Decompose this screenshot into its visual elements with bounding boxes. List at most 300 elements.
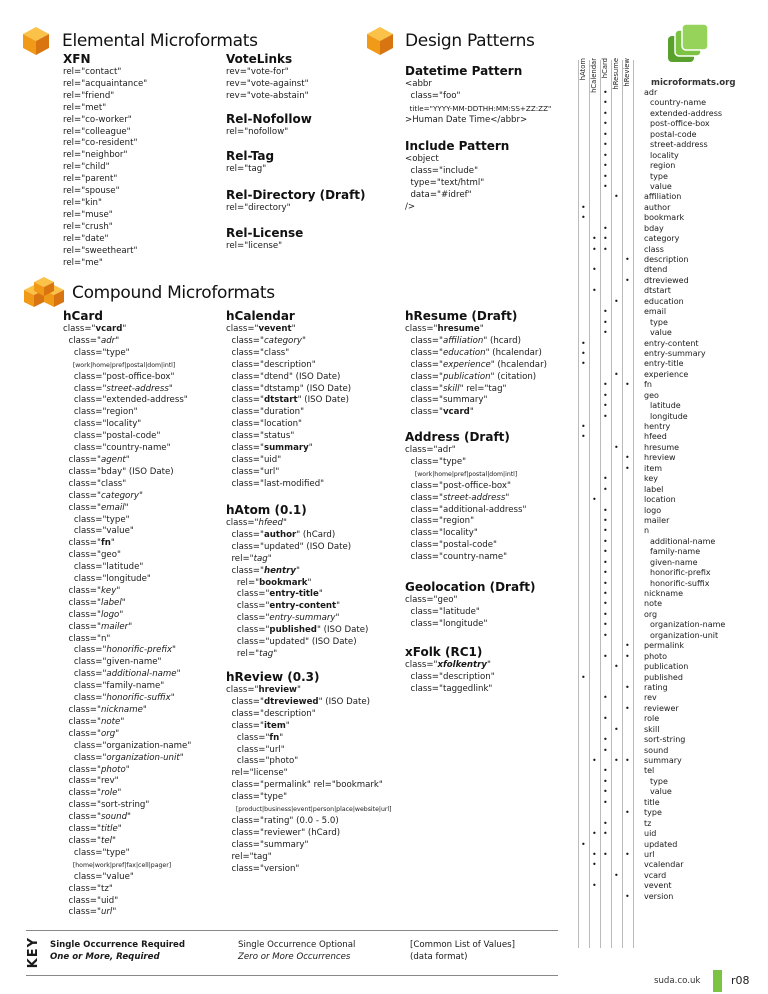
key-col-optional bbox=[238, 940, 355, 963]
property-name: dtend bbox=[644, 265, 668, 275]
hcard-text: class=" bbox=[63, 716, 101, 727]
key-legend bbox=[26, 930, 558, 976]
reference-row bbox=[578, 829, 768, 839]
property-name: education bbox=[644, 296, 684, 306]
hcard-text: class="latitude" bbox=[63, 562, 144, 573]
hreview-text: " bbox=[279, 732, 284, 743]
hatom-line bbox=[226, 554, 368, 566]
hreview-line bbox=[226, 792, 392, 804]
hcard-text: " bbox=[179, 752, 184, 763]
key-zero-or-more: Zero or More Occurrences bbox=[238, 951, 351, 962]
property-name: note bbox=[644, 599, 663, 609]
reference-row bbox=[578, 704, 768, 714]
geolocation-line bbox=[405, 607, 536, 619]
column-header: hAtom bbox=[579, 58, 587, 81]
hreview-text: [product|business|event|person|place|website|url] bbox=[226, 806, 392, 814]
address-line bbox=[405, 445, 526, 457]
hcard-line bbox=[63, 776, 191, 788]
hcard-text: class="class" bbox=[63, 478, 127, 489]
xfn-line: rel="neighbor" bbox=[63, 150, 128, 161]
hatom-text: " bbox=[283, 518, 287, 528]
property-name: post-office-box bbox=[650, 119, 710, 129]
bullet-icon: • bbox=[603, 651, 608, 661]
hreview-text: dtreviewed bbox=[263, 696, 319, 707]
bullet-icon: • bbox=[603, 307, 608, 317]
xfn-line: rel="date" bbox=[63, 233, 109, 244]
hresume-text: class=" bbox=[405, 335, 443, 346]
column-header: hCard bbox=[601, 58, 609, 79]
bullet-icon: • bbox=[603, 317, 608, 327]
hcard-text: class=" bbox=[63, 705, 101, 715]
hresume-text: publication bbox=[442, 371, 491, 382]
address-line bbox=[405, 528, 526, 540]
bullet-icon: • bbox=[603, 766, 608, 776]
reference-row bbox=[578, 286, 768, 296]
reference-row bbox=[578, 787, 768, 797]
footer-site[interactable]: suda.co.uk bbox=[654, 976, 701, 986]
hcard-text: class=" bbox=[63, 907, 101, 918]
bullet-icon: • bbox=[592, 829, 597, 839]
rellicense-line: rel="license" bbox=[226, 241, 283, 251]
hcard-line bbox=[63, 491, 191, 503]
property-name: email bbox=[644, 307, 667, 317]
property-name: experience bbox=[644, 369, 689, 379]
bullet-icon: • bbox=[603, 818, 608, 828]
hcalendar-text: " bbox=[291, 324, 296, 334]
hcard-line bbox=[63, 372, 191, 384]
address-text: class="region" bbox=[405, 516, 475, 527]
bullet-icon: • bbox=[625, 275, 630, 285]
reference-row bbox=[578, 808, 768, 818]
hatom-text: " (hCard) bbox=[296, 529, 336, 540]
hcard-text: class="type" bbox=[63, 514, 130, 525]
reference-row bbox=[578, 673, 768, 683]
hresume-text: hresume bbox=[437, 324, 480, 334]
hcalendar-line bbox=[226, 384, 351, 396]
hcard-text: class=" bbox=[63, 502, 101, 513]
address-text: street-address bbox=[442, 492, 506, 503]
reference-row bbox=[578, 485, 768, 495]
hcard-text: class="uid" bbox=[63, 895, 119, 906]
reference-row bbox=[578, 860, 768, 870]
bullet-icon: • bbox=[603, 223, 608, 233]
hcard-line bbox=[63, 336, 191, 348]
bullet-icon: • bbox=[603, 98, 608, 108]
hcard-line bbox=[63, 562, 191, 574]
xfolk-block bbox=[405, 645, 495, 696]
address-text: class="additional-address" bbox=[405, 504, 527, 515]
property-name: affiliation bbox=[644, 192, 682, 202]
xfn-line: rel="acquaintance" bbox=[63, 78, 148, 89]
bullet-icon: • bbox=[603, 474, 608, 484]
hcard-text: " bbox=[117, 788, 122, 799]
column-header: hCalendar bbox=[590, 58, 598, 93]
hcard-text: class=" bbox=[63, 538, 101, 549]
reference-row bbox=[578, 182, 768, 192]
bullet-icon: • bbox=[625, 703, 630, 713]
hcard-line bbox=[63, 526, 191, 538]
xfn-line: rel="co-worker" bbox=[63, 114, 132, 125]
hcard-text: class=" bbox=[63, 621, 101, 632]
reference-row bbox=[578, 88, 768, 98]
reference-rows bbox=[578, 88, 768, 902]
bullet-icon: • bbox=[603, 797, 608, 807]
hcard-text: " bbox=[127, 812, 131, 823]
hcard-line bbox=[63, 657, 191, 669]
hresume-text: affiliation bbox=[442, 335, 484, 346]
hcalendar-text: class="duration" bbox=[226, 407, 305, 418]
hcalendar-text: class="last-modified" bbox=[226, 478, 325, 489]
hcalendar-text: class="status" bbox=[226, 431, 295, 442]
bullet-icon: • bbox=[603, 401, 608, 411]
bullet-icon: • bbox=[581, 432, 586, 442]
bullet-icon: • bbox=[603, 328, 608, 338]
bullet-icon: • bbox=[603, 119, 608, 129]
property-name: rating bbox=[644, 682, 668, 692]
hcard-line bbox=[63, 610, 191, 622]
hcard-text: class="country-name" bbox=[63, 443, 171, 454]
hatom-heading: hAtom (0.1) bbox=[226, 503, 307, 517]
include-line: <object bbox=[405, 154, 439, 164]
property-name: rev bbox=[644, 693, 657, 703]
hresume-text: class=" bbox=[405, 383, 443, 394]
reference-row bbox=[578, 464, 768, 474]
hcalendar-text: class="description" bbox=[226, 359, 316, 370]
property-name: type bbox=[650, 317, 668, 327]
geolocation-heading: Geolocation (Draft) bbox=[405, 580, 536, 594]
bullet-icon: • bbox=[603, 589, 608, 598]
bullet-icon: • bbox=[614, 870, 619, 880]
property-name: organization-name bbox=[650, 620, 726, 630]
bullet-icon: • bbox=[603, 787, 608, 797]
hcard-text: sound bbox=[100, 812, 128, 823]
hcard-line bbox=[63, 884, 191, 896]
property-name: updated bbox=[644, 839, 678, 849]
hcard-text: class="n" bbox=[63, 633, 111, 644]
reference-row bbox=[578, 224, 768, 234]
hresume-line bbox=[405, 372, 547, 384]
bullet-icon: • bbox=[625, 682, 630, 692]
hcard-text: class=" bbox=[63, 835, 101, 846]
bullet-icon: • bbox=[603, 745, 608, 755]
hreview-line bbox=[226, 745, 392, 757]
geolocation-text: class="longitude" bbox=[405, 618, 488, 629]
hatom-line bbox=[226, 589, 368, 601]
reference-row bbox=[578, 265, 768, 275]
hresume-line bbox=[405, 395, 547, 407]
reference-row bbox=[578, 203, 768, 213]
bullet-icon: • bbox=[603, 620, 608, 630]
reference-row bbox=[578, 276, 768, 286]
hreview-line bbox=[226, 768, 392, 780]
reference-row bbox=[578, 547, 768, 557]
hreview-heading: hReview (0.3) bbox=[226, 670, 320, 684]
property-name: extended-address bbox=[650, 108, 723, 118]
address-line bbox=[405, 457, 526, 469]
hcard-line bbox=[63, 824, 191, 836]
reference-row bbox=[578, 245, 768, 255]
bullet-icon: • bbox=[603, 171, 608, 181]
cubes-icon-compound bbox=[22, 276, 66, 310]
hreview-text: class="summary" bbox=[226, 839, 309, 850]
relnofollow-line: rel="nofollow" bbox=[226, 127, 289, 137]
bullet-icon: • bbox=[603, 161, 608, 171]
bullet-icon: • bbox=[581, 422, 586, 431]
address-line bbox=[405, 552, 526, 564]
hresume-heading: hResume (Draft) bbox=[405, 309, 518, 323]
bullet-icon: • bbox=[592, 860, 597, 870]
reference-row bbox=[578, 631, 768, 641]
hcard-line bbox=[63, 907, 191, 919]
property-name: publication bbox=[644, 662, 689, 672]
hcard-line bbox=[63, 812, 191, 824]
property-name: title bbox=[644, 797, 660, 807]
hcard-line bbox=[63, 360, 191, 372]
hcalendar-text: " (ISO Date) bbox=[297, 395, 350, 406]
bullet-icon: • bbox=[614, 296, 619, 306]
bullet-icon: • bbox=[592, 234, 597, 244]
bullet-icon: • bbox=[603, 234, 608, 244]
hcalendar-line bbox=[226, 407, 351, 419]
hreview-block bbox=[226, 670, 392, 876]
xfolk-text: class="description" bbox=[405, 671, 495, 682]
property-name: postal-code bbox=[650, 129, 697, 139]
reldirectory-heading: Rel-Directory (Draft) bbox=[226, 188, 366, 202]
xfn-line: rel="parent" bbox=[63, 174, 118, 185]
reference-row bbox=[578, 840, 768, 850]
key-single-required: Single Occurrence Required bbox=[50, 940, 185, 950]
hcalendar-text: class="dtstamp" (ISO Date) bbox=[226, 383, 352, 394]
reference-row bbox=[578, 140, 768, 150]
hatom-text: author bbox=[263, 529, 297, 540]
hreview-text: class="url" bbox=[226, 744, 285, 755]
hreview-line bbox=[226, 733, 392, 745]
rellicense-block bbox=[226, 226, 303, 253]
reference-row bbox=[578, 380, 768, 390]
property-name: mailer bbox=[644, 515, 670, 525]
hcard-text: " bbox=[168, 383, 173, 394]
hcard-line bbox=[63, 669, 191, 681]
address-line bbox=[405, 505, 526, 517]
property-name: country-name bbox=[650, 98, 707, 108]
key-one-or-more: One or More, Required bbox=[50, 951, 160, 962]
hcard-text: " bbox=[119, 609, 124, 620]
property-name: vevent bbox=[644, 881, 672, 891]
property-name: role bbox=[644, 714, 660, 724]
bullet-icon: • bbox=[603, 829, 608, 839]
property-name: type bbox=[650, 171, 668, 181]
bullet-icon: • bbox=[581, 338, 586, 348]
property-name: location bbox=[644, 495, 676, 505]
hresume-text: " (citation) bbox=[490, 371, 537, 382]
key-single-optional: Single Occurrence Optional bbox=[238, 940, 356, 950]
bullet-icon: • bbox=[603, 181, 608, 191]
hcard-text: email bbox=[100, 502, 125, 513]
bullet-icon: • bbox=[603, 108, 608, 118]
bullet-icon: • bbox=[603, 150, 608, 160]
hreview-text: class="rating" (0.0 - 5.0) bbox=[226, 815, 339, 826]
hcard-line bbox=[63, 586, 191, 598]
hcard-text: title bbox=[100, 824, 118, 835]
hcard-text: key bbox=[100, 585, 117, 596]
design-patterns-title: Design Patterns bbox=[405, 31, 535, 51]
hreview-line bbox=[226, 709, 392, 721]
bullet-icon: • bbox=[592, 849, 597, 859]
hreview-line bbox=[226, 697, 392, 709]
hcard-text: organization-unit bbox=[106, 752, 180, 763]
relnofollow-heading: Rel-Nofollow bbox=[226, 112, 312, 126]
bullet-icon: • bbox=[625, 255, 630, 264]
hresume-text: vcard bbox=[442, 407, 470, 418]
hatom-text: published bbox=[269, 625, 317, 636]
hatom-line bbox=[226, 601, 368, 613]
hcard-text: " bbox=[112, 835, 116, 846]
reference-row bbox=[578, 662, 768, 672]
property-name: sound bbox=[644, 745, 669, 755]
property-name: given-name bbox=[650, 557, 698, 567]
reference-row bbox=[578, 370, 768, 380]
hatom-text: entry-title bbox=[269, 589, 319, 600]
hresume-text: class=" bbox=[405, 359, 443, 370]
hcard-text: class="family-name" bbox=[63, 681, 165, 692]
hcalendar-text: " bbox=[308, 443, 313, 454]
reltag-line: rel="tag" bbox=[226, 164, 267, 174]
hcalendar-text: class="location" bbox=[226, 419, 303, 430]
address-line bbox=[405, 469, 526, 481]
hreview-text: class="permalink" rel="bookmark" bbox=[226, 780, 383, 791]
hreview-line bbox=[226, 852, 392, 864]
xfn-line: rel="colleague" bbox=[63, 126, 131, 137]
reference-row bbox=[578, 714, 768, 724]
hatom-line bbox=[226, 578, 368, 590]
address-text: " bbox=[505, 492, 510, 503]
reference-row bbox=[578, 599, 768, 609]
hcard-line bbox=[63, 896, 191, 908]
hcard-line bbox=[63, 788, 191, 800]
reference-row bbox=[578, 506, 768, 516]
hcard-text: class="sort-string" bbox=[63, 800, 150, 811]
hcard-text: class="locality" bbox=[63, 419, 142, 430]
hcard-text: " bbox=[112, 907, 117, 918]
hcalendar-line bbox=[226, 348, 351, 360]
reference-row bbox=[578, 558, 768, 568]
geolocation-line bbox=[405, 595, 536, 607]
hcard-text: [home|work|pref|fax|cell|pager] bbox=[63, 861, 172, 869]
hcard-text: class="rev" bbox=[63, 776, 119, 787]
xfolk-line bbox=[405, 684, 495, 696]
bullet-icon: • bbox=[603, 578, 608, 588]
hcard-text: class="post-office-box" bbox=[63, 371, 175, 382]
xfn-line: rel="met" bbox=[63, 102, 107, 113]
hcalendar-text: class=" bbox=[226, 335, 264, 346]
reference-row bbox=[578, 359, 768, 369]
reference-row bbox=[578, 234, 768, 244]
property-name: description bbox=[644, 255, 689, 264]
key-label: KEY bbox=[26, 937, 41, 969]
hcard-line bbox=[63, 395, 191, 407]
hcalendar-line bbox=[226, 324, 351, 336]
hreview-line bbox=[226, 828, 392, 840]
bullet-icon: • bbox=[603, 411, 608, 421]
reference-row bbox=[578, 683, 768, 693]
hatom-text: " bbox=[318, 589, 323, 600]
hcard-line bbox=[63, 407, 191, 419]
bullet-icon: • bbox=[625, 756, 630, 765]
hcard-line bbox=[63, 598, 191, 610]
hresume-text: education bbox=[442, 347, 486, 358]
bullet-icon: • bbox=[603, 515, 608, 525]
xfn-line: rel="kin" bbox=[63, 197, 102, 208]
hcard-line bbox=[63, 622, 191, 634]
hcard-text: mailer bbox=[100, 621, 129, 632]
hreview-text: class=" bbox=[226, 685, 259, 695]
bullet-icon: • bbox=[625, 453, 630, 463]
reference-row bbox=[578, 746, 768, 756]
bullet-icon: • bbox=[581, 839, 586, 849]
hcard-text: honorific-prefix bbox=[106, 645, 173, 656]
datetime-line: class="foo" bbox=[405, 90, 461, 101]
hreview-line bbox=[226, 804, 392, 816]
hcard-text: vcard bbox=[95, 324, 123, 334]
hcard-text: class=" bbox=[63, 585, 101, 596]
property-name: key bbox=[644, 474, 659, 484]
bullet-icon: • bbox=[625, 651, 630, 661]
hatom-text: class=" bbox=[226, 613, 270, 624]
hcard-text: class=" bbox=[63, 693, 107, 704]
hatom-text: entry-content bbox=[269, 601, 337, 612]
bullet-icon: • bbox=[603, 536, 608, 546]
xfn-line: rel="contact" bbox=[63, 67, 122, 77]
hcalendar-line bbox=[226, 479, 351, 491]
hresume-text: class=" bbox=[405, 407, 443, 418]
hcard-line bbox=[63, 479, 191, 491]
hcard-line bbox=[63, 538, 191, 550]
reference-row bbox=[578, 391, 768, 401]
reference-row bbox=[578, 172, 768, 182]
hresume-line bbox=[405, 384, 547, 396]
hreview-text: class=" bbox=[226, 696, 264, 707]
property-name: nickname bbox=[644, 589, 684, 598]
hcard-text: fn bbox=[100, 538, 111, 549]
votelinks-line: rev="vote-for" bbox=[226, 67, 289, 77]
hcard-text: " bbox=[120, 716, 125, 727]
reference-row bbox=[578, 412, 768, 422]
hcard-text: class=" bbox=[63, 597, 101, 608]
rellicense-heading: Rel-License bbox=[226, 226, 304, 240]
hresume-text: class=" bbox=[405, 347, 443, 358]
key-common-list: [Common List of Values] bbox=[410, 940, 515, 950]
hresume-text: " bbox=[479, 324, 484, 334]
microformats-org-label: microformats.org bbox=[651, 78, 736, 88]
cube-icon-design bbox=[366, 26, 394, 56]
property-name: hfeed bbox=[644, 432, 667, 442]
hatom-text: rel=" bbox=[226, 648, 260, 659]
property-name: org bbox=[644, 609, 658, 619]
address-text: class="postal-code" bbox=[405, 540, 497, 551]
hcard-block bbox=[63, 309, 191, 919]
bullet-icon: • bbox=[592, 756, 597, 765]
hatom-text: class=" bbox=[226, 601, 270, 612]
property-name: vcard bbox=[644, 870, 667, 880]
hreview-text: class="reviewer" (hCard) bbox=[226, 827, 341, 838]
hcard-line bbox=[63, 574, 191, 586]
xfn-line: rel="muse" bbox=[63, 209, 113, 220]
hcard-line bbox=[63, 503, 191, 515]
votelinks-heading: VoteLinks bbox=[226, 52, 293, 66]
hcard-text: " bbox=[124, 502, 129, 513]
column-header: hReview bbox=[623, 58, 631, 87]
hreview-text: item bbox=[263, 720, 286, 731]
